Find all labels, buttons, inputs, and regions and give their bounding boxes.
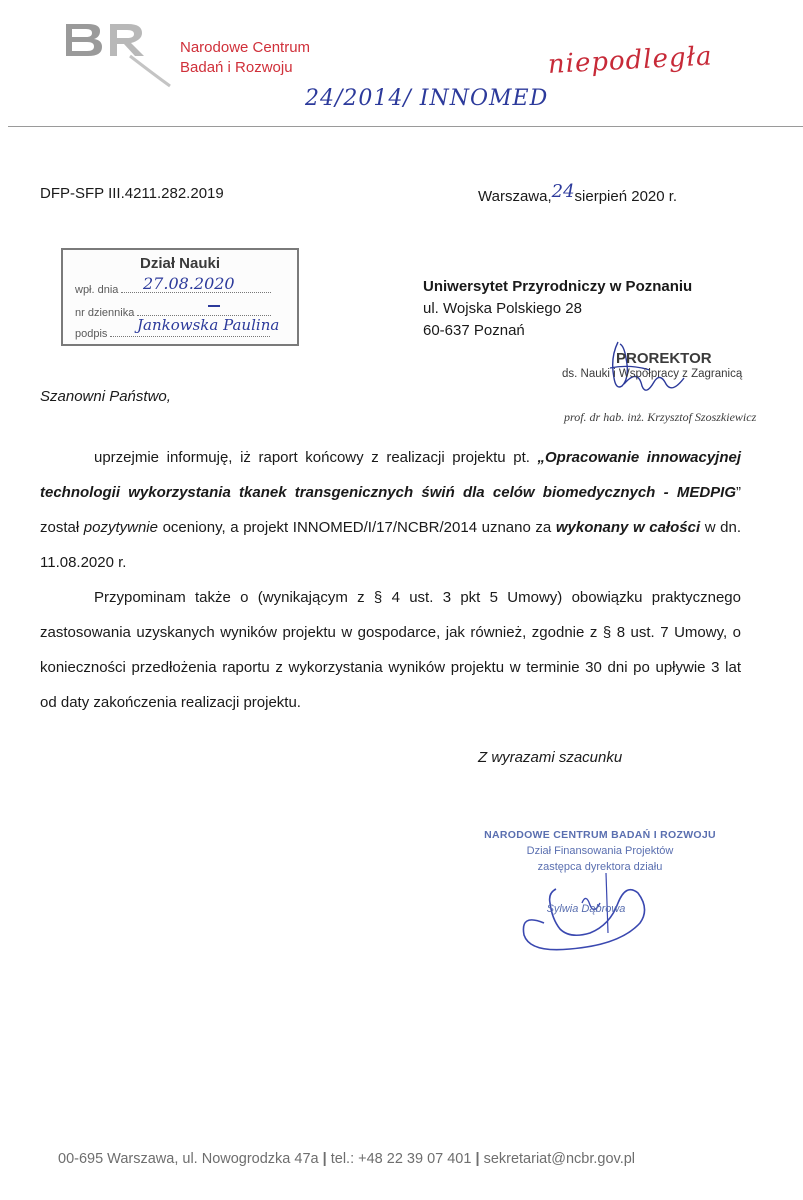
ncbr-stamp-line4: Sylwia Dąbrowa: [546, 903, 626, 915]
prorektor-stamp: [560, 350, 770, 430]
registration-row-signature-label: podpis: [75, 328, 108, 340]
body-p1-text-c: ” został: [40, 484, 741, 536]
body-p1-text-g: w dn. 11.08.2020 r.: [40, 519, 741, 571]
place-date-day: 24: [551, 181, 575, 202]
ncbr-stamp-line1: NARODOWE CENTRUM BADAŃ I ROZWOJU: [484, 829, 716, 841]
org-name-line2: Badań i Rozwoju: [180, 59, 293, 76]
ncbr-stamp: [470, 823, 730, 943]
handwritten-niepodlegla: niepodległa: [547, 41, 714, 80]
registration-stamp: [61, 248, 299, 346]
footer-separator: |: [475, 1151, 480, 1167]
org-name-line1: Narodowe Centrum: [180, 39, 311, 56]
body-p1-text-e: oceniony, a projekt INNOMED/I/17/NCBR/2014 uznano za: [157, 519, 556, 536]
place-date-suffix: sierpień 2020 r.: [574, 188, 678, 205]
body-paragraph-1: [40, 440, 741, 580]
registration-row-date-label: wpł. dnia: [75, 284, 119, 296]
place-date: [478, 181, 678, 206]
registration-date-handwritten: 27.08.2020: [143, 274, 235, 293]
recipient-city: 60-637 Poznań: [423, 322, 525, 339]
org-name: [180, 38, 310, 78]
body-p1-text-a: uprzejmie informuję, iż raport końcowy z realizacji projektu pt.: [94, 449, 538, 466]
prorektor-name: prof. dr hab. inż. Krzysztof Szoszkiewicz: [564, 410, 757, 424]
recipient-address: [423, 276, 692, 342]
ncbr-logo: [58, 14, 178, 94]
header-divider: [8, 126, 803, 127]
body-paragraph-2: Przypominam także o (wynikającym z § 4 ust. 3 pkt 5 Umowy) obowiązku praktycznego zastosowania uzyskanych wyników projektu w gospodarce, jak również, zgodnie z § 8 ust. 7 Umowy, o konieczności przedłożenia raportu z wykorzystania wyników projektu w terminie 30 dni po upływie 3 lat od daty zakończenia realizacji projektu.: [40, 589, 741, 711]
ncbr-stamp-line3: zastępca dyrektora działu: [537, 861, 663, 873]
body-p1-positive: pozytywnie: [83, 519, 158, 536]
prorektor-title: PROREKTOR: [616, 350, 712, 367]
salutation: Szanowni Państwo,: [40, 388, 171, 405]
project-title: „Opracowanie innowacyjnej technologii wykorzystania tkanek transgenicznych świń dla celów biomedycznych - MEDPIG: [40, 449, 741, 501]
letter-body: [40, 440, 741, 720]
closing: Z wyrazami szacunku: [478, 749, 623, 766]
place-date-prefix: Warszawa,: [478, 188, 552, 205]
dotted-line: [137, 305, 271, 316]
prorektor-subtitle: ds. Nauki i Współpracy z Zagranicą: [562, 368, 743, 380]
ncbr-stamp-line2: Dział Finansowania Projektów: [526, 845, 674, 857]
footer-email: sekretariat@ncbr.gov.pl: [483, 1151, 636, 1167]
registration-stamp-title: Dział Nauki: [139, 255, 221, 272]
recipient-name: Uniwersytet Przyrodniczy w Poznaniu: [423, 278, 693, 295]
footer-separator: |: [322, 1151, 327, 1167]
registration-row-journal-label: nr dziennika: [75, 307, 135, 319]
body-p1-completed: wykonany w całości: [555, 519, 701, 536]
footer: [58, 1151, 635, 1167]
footer-address: 00-695 Warszawa, ul. Nowogrodzka 47a: [58, 1151, 319, 1167]
recipient-street: ul. Wojska Polskiego 28: [423, 300, 582, 317]
registration-signature-handwritten: Jankowska Paulina: [137, 316, 280, 334]
footer-phone: tel.: +48 22 39 07 401: [330, 1151, 472, 1167]
handwritten-reference: 24/2014/ INNOMED: [305, 86, 549, 111]
handwritten-dash: [208, 305, 220, 307]
document-reference: DFP-SFP III.4211.282.2019: [40, 185, 224, 202]
